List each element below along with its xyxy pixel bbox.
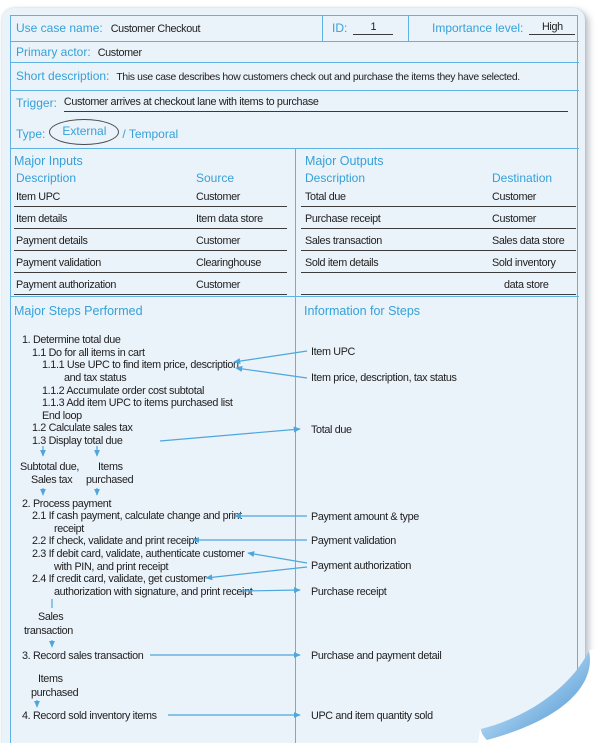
flow-label: Sales — [38, 611, 64, 623]
output-destination: Customer — [492, 191, 536, 203]
flow-label: Items — [98, 461, 123, 473]
step-line: 1.1.2 Accumulate order cost subtotal — [42, 385, 205, 397]
outputs-col-description: Description — [305, 171, 366, 185]
use-case-name-label: Use case name: — [16, 21, 103, 35]
step-line: End loop — [42, 410, 82, 422]
row-short-description — [10, 62, 578, 90]
step-line: 1.1 Do for all items in cart — [32, 347, 145, 359]
step-line: 2.1 If cash payment, calculate change and print — [32, 510, 242, 522]
info-item: Item UPC — [311, 346, 355, 358]
step-line: 1. Determine total due — [22, 334, 121, 346]
input-source: Customer — [196, 279, 240, 291]
input-source: Clearinghouse — [196, 257, 262, 269]
id-value: 1 — [353, 21, 393, 35]
short-description-value: This use case describes how customers check out and purchase the items they have selected. — [116, 72, 520, 83]
input-source: Item data store — [196, 213, 263, 225]
step-line: 2.4 If credit card, validate, get customer — [32, 573, 207, 585]
importance-label: Importance level: — [432, 21, 524, 35]
output-row — [301, 279, 576, 295]
input-row — [14, 191, 287, 207]
inputs-col-source: Source — [196, 171, 235, 185]
step-line: and tax status — [64, 372, 127, 384]
info-item: Payment amount & type — [311, 511, 419, 523]
output-destination: Sold inventory — [492, 257, 556, 269]
step-line: 1.1.1 Use UPC to find item price, description, — [42, 359, 242, 371]
output-destination: data store — [504, 279, 549, 291]
step-line: with PIN, and print receipt — [54, 561, 169, 573]
info-item: Payment validation — [311, 535, 396, 547]
step-line: 4. Record sold inventory items — [22, 710, 157, 722]
output-description: Sold item details — [305, 257, 379, 269]
major-inputs-title: Major Inputs — [14, 154, 83, 168]
input-row — [14, 279, 287, 295]
output-description: Sales transaction — [305, 235, 382, 247]
flow-label: Subtotal due, — [20, 461, 80, 473]
type-option-external: External — [62, 124, 107, 138]
major-steps-title: Major Steps Performed — [14, 304, 143, 318]
flow-label: Sales tax — [31, 474, 73, 486]
input-row — [14, 235, 287, 251]
outputs-col-destination: Destination — [492, 171, 553, 185]
id-label: ID: — [332, 21, 348, 35]
output-description: Total due — [305, 191, 346, 203]
divider-center-column — [295, 148, 296, 743]
output-destination: Customer — [492, 213, 536, 225]
major-inputs-table — [14, 154, 287, 301]
step-line: authorization with signature, and print receipt — [54, 586, 253, 598]
short-description-label: Short description: — [16, 69, 110, 83]
step-line: 2. Process payment — [22, 498, 112, 510]
row-primary-actor — [10, 41, 578, 62]
major-outputs-title: Major Outputs — [305, 154, 384, 168]
input-row — [14, 213, 287, 229]
info-item: Purchase receipt — [311, 586, 387, 598]
type-selection-ellipse — [49, 119, 119, 145]
info-item: UPC and item quantity sold — [311, 710, 433, 722]
info-item: Payment authorization — [311, 560, 412, 572]
input-description: Payment details — [16, 235, 88, 247]
major-outputs-table — [301, 154, 576, 301]
step-line: 1.2 Calculate sales tax — [32, 422, 133, 434]
inputs-col-description: Description — [16, 171, 77, 185]
output-destination: Sales data store — [492, 235, 565, 247]
step-line: 2.3 If debit card, validate, authenticate customer — [32, 548, 245, 560]
flow-label: purchased — [86, 474, 134, 486]
step-line: 3. Record sales transaction — [22, 650, 144, 662]
info-item: Item price, description, tax status — [311, 372, 457, 384]
trigger-value: Customer arrives at checkout lane with items to purchase — [64, 96, 568, 112]
flow-label: purchased — [31, 687, 79, 699]
row-use-case-name — [10, 15, 578, 41]
primary-actor-label: Primary actor: — [16, 45, 91, 59]
input-description: Payment validation — [16, 257, 101, 269]
output-row — [301, 257, 576, 273]
input-source: Customer — [196, 191, 240, 203]
input-row — [14, 257, 287, 273]
input-description: Payment authorization — [16, 279, 117, 291]
step-line: 1.3 Display total due — [32, 435, 123, 447]
info-item: Purchase and payment detail — [311, 650, 442, 662]
flow-label: transaction — [24, 625, 73, 637]
info-item: Total due — [311, 424, 352, 436]
step-line: 1.1.3 Add item UPC to items purchased list — [42, 397, 233, 409]
use-case-name-value: Customer Checkout — [110, 23, 201, 35]
type-option-temporal: / Temporal — [122, 127, 179, 141]
output-description: Purchase receipt — [305, 213, 381, 225]
flow-label: Items — [38, 673, 63, 685]
primary-actor-value: Customer — [97, 47, 142, 59]
row-trigger-type — [10, 90, 578, 148]
input-description: Item UPC — [16, 191, 60, 203]
input-description: Item details — [16, 213, 68, 225]
trigger-label: Trigger: — [16, 96, 57, 110]
type-label: Type: — [16, 127, 46, 141]
output-row — [301, 213, 576, 229]
output-row — [301, 235, 576, 251]
information-for-steps-title: Information for Steps — [304, 304, 421, 318]
step-line: 2.2 If check, validate and print receipt — [32, 535, 197, 547]
importance-value: High — [529, 21, 575, 35]
step-line: receipt — [54, 523, 84, 535]
input-source: Customer — [196, 235, 240, 247]
output-row — [301, 191, 576, 207]
